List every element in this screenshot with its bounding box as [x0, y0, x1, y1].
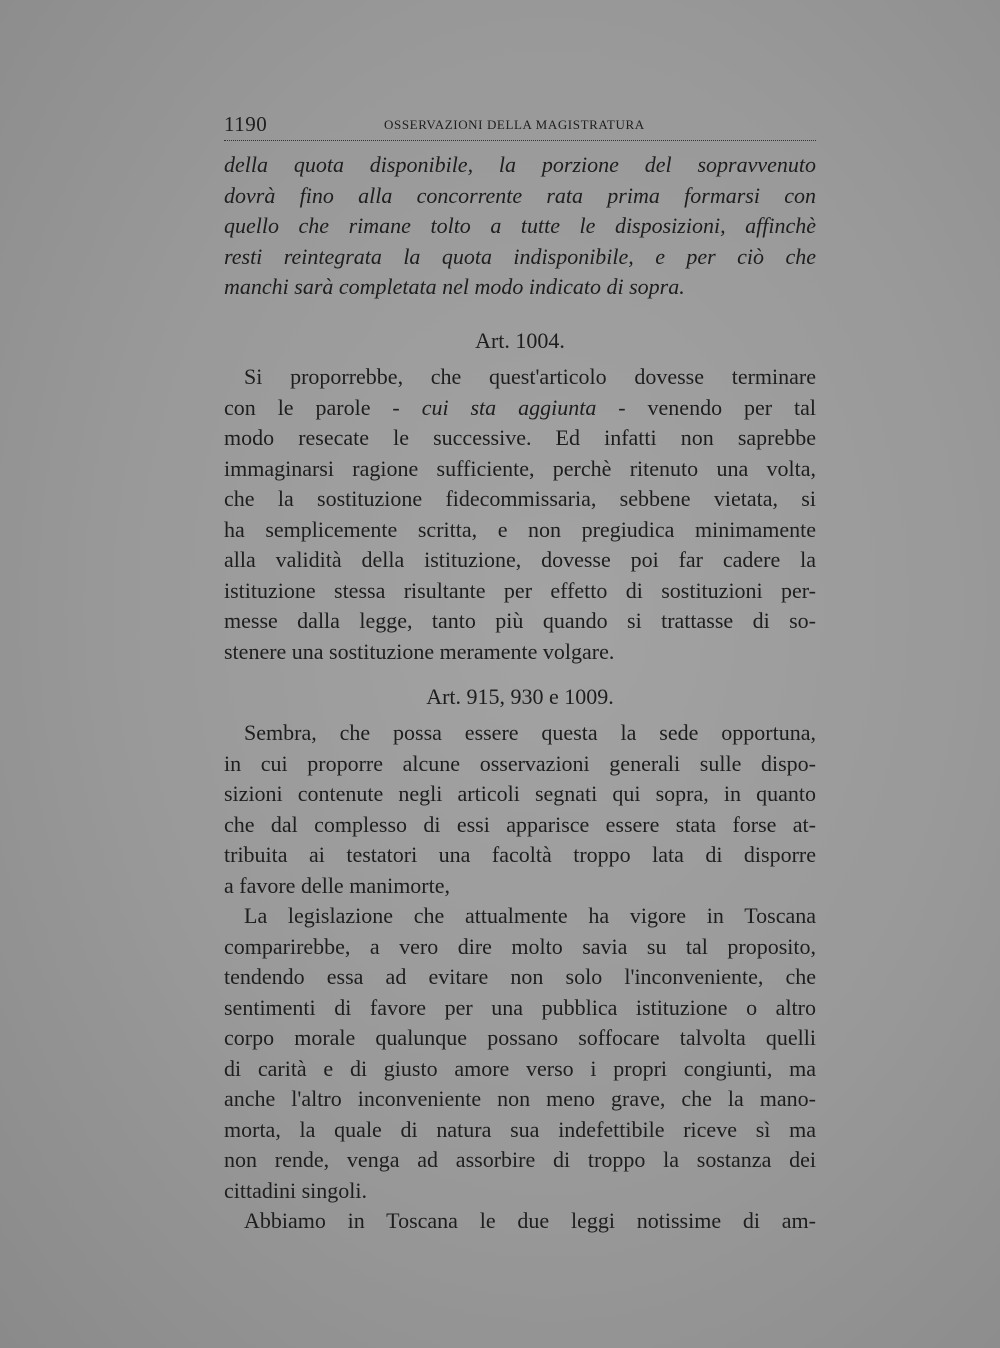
text-line: anche l'altro inconveniente non meno grave, che la mano-: [224, 1086, 816, 1111]
text-line: ha semplicemente scritta, e non pregiudica minimamente: [224, 516, 816, 542]
text-line: immaginarsi ragione sufficiente, perchè ritenuto una volta,: [224, 455, 816, 481]
text-span: - venendo per tal: [596, 394, 816, 420]
text-line: alla validità della istituzione, dovesse poi far cadere la: [224, 547, 816, 572]
text-line: tendendo essa ad evitare non solo l'inconveniente, che: [224, 964, 816, 989]
paragraph-4: [224, 901, 816, 1206]
text-line: che la sostituzione fidecommissaria, sebbene vietata, si: [224, 486, 816, 511]
running-head: OSSERVAZIONI DELLA MAGISTRATURA: [384, 117, 645, 132]
text-line: sentimenti di favore per una pubblica istituzione o altro: [224, 994, 816, 1020]
paragraph-2: [224, 362, 816, 667]
page-number: 1190: [224, 112, 268, 136]
text-line: istituzione stessa risultante per effetto di sostituzioni per-: [224, 577, 816, 603]
text-line: La legislazione che attualmente ha vigore in Toscana: [244, 903, 816, 928]
text-line: Si proporrebbe, che quest'articolo dovesse terminare: [244, 364, 816, 389]
paragraph-3: [224, 718, 816, 901]
text-line: della quota disponibile, la porzione del sopravvenuto: [224, 152, 816, 177]
text-span: con le parole -: [224, 394, 422, 420]
text-line: stenere una sostituzione meramente volgare.: [224, 638, 615, 664]
text-line: resti reintegrata la quota indisponibile, e per ciò che: [224, 243, 816, 269]
text-line: sizioni contenute negli articoli segnati qui sopra, in quanto: [224, 781, 816, 806]
page-header: [224, 112, 816, 142]
text-line: a favore delle manimorte,: [224, 872, 451, 898]
article-heading: Art. 915, 930 e 1009.: [426, 684, 614, 709]
text-line: manchi sarà completata nel modo indicato di sopra.: [224, 274, 685, 299]
text-line-with-quote: [224, 393, 816, 424]
text-line: comparirebbe, a vero dire molto savia su tal proposito,: [224, 933, 816, 959]
text-line: in cui proporre alcune osservazioni generali sulle dispo-: [224, 750, 816, 776]
paragraph-1: [224, 150, 816, 303]
text-line: morta, la quale di natura sua indefettibile riceve sì ma: [224, 1116, 816, 1142]
text-line: tribuita ai testatori una facoltà troppo lata di disporre: [224, 842, 816, 867]
text-line: cittadini singoli.: [224, 1177, 367, 1203]
text-line: quello che rimane tolto a tutte le disposizioni, affinchè: [224, 213, 816, 238]
quoted-words: cui sta aggiunta: [421, 394, 597, 420]
text-line: che dal complesso di essi apparisce essere stata forse at-: [224, 811, 816, 837]
text-line: messe dalla legge, tanto più quando si trattasse di so-: [224, 608, 816, 633]
text-line: Sembra, che possa essere questa la sede opportuna,: [244, 720, 816, 745]
text-line: modo resecate le successive. Ed infatti non saprebbe: [224, 425, 816, 450]
text-line: corpo morale qualunque possano soffocare talvolta quelli: [224, 1025, 816, 1050]
text-line: Abbiamo in Toscana le due leggi notissime di am-: [244, 1208, 816, 1233]
header-rule: [224, 140, 816, 141]
article-heading: Art. 1004.: [475, 328, 565, 353]
text-line: dovrà fino alla concorrente rata prima formarsi con: [224, 182, 816, 208]
text-line: non rende, venga ad assorbire di troppo la sostanza dei: [224, 1147, 816, 1172]
paragraph-5: [224, 1206, 816, 1237]
text-line: di carità e di giusto amore verso i propri congiunti, ma: [224, 1055, 816, 1081]
